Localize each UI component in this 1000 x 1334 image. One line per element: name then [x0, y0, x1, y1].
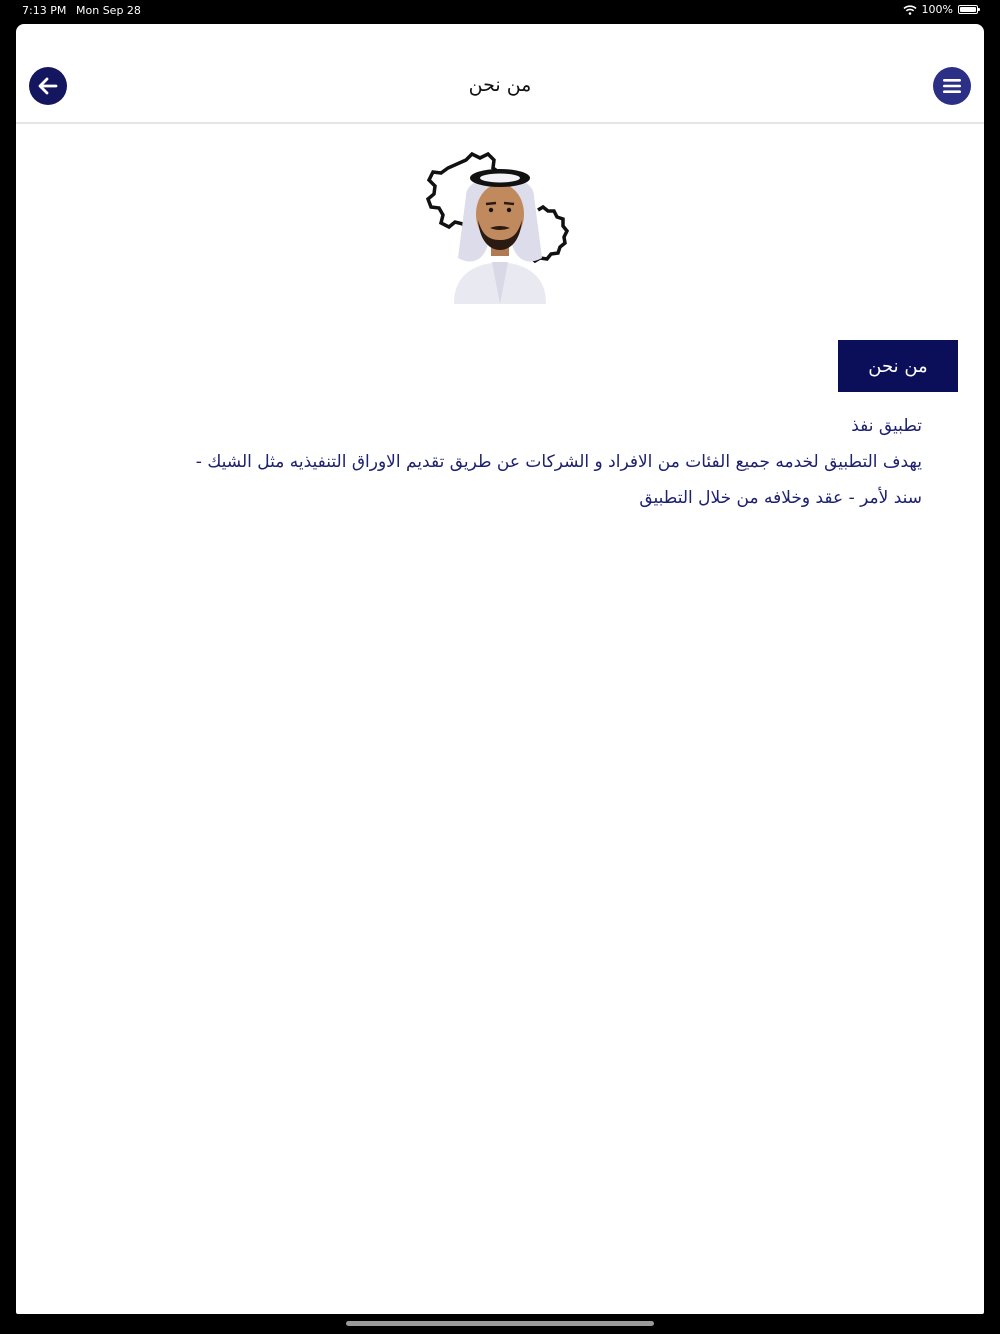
home-indicator[interactable] [346, 1321, 654, 1326]
section-badge: من نحن [838, 340, 958, 392]
menu-button[interactable] [933, 67, 971, 105]
battery-icon [958, 5, 978, 14]
status-date: Mon Sep 28 [76, 4, 141, 17]
page-title: من نحن [468, 74, 532, 96]
status-time: 7:13 PM [22, 4, 67, 17]
about-content [92, 408, 922, 516]
hamburger-menu-icon [942, 77, 962, 95]
status-indicators [903, 3, 978, 16]
description-line-1: يهدف التطبيق لخدمه جميع الفئات من الافراد و الشركات عن طريق تقديم الاوراق التنفيذيه مثل الشيك - [195, 452, 922, 472]
avatar-illustration [420, 148, 580, 304]
battery-percent: 100% [921, 3, 953, 16]
wifi-icon [903, 5, 917, 15]
description-line-2: سند لأمر - عقد وخلافه من خلال التطبيق [639, 488, 922, 508]
nav-bar [16, 24, 984, 124]
status-bar [0, 0, 1000, 22]
about-screen [16, 24, 984, 1314]
app-name: تطبيق نفذ [851, 416, 922, 436]
